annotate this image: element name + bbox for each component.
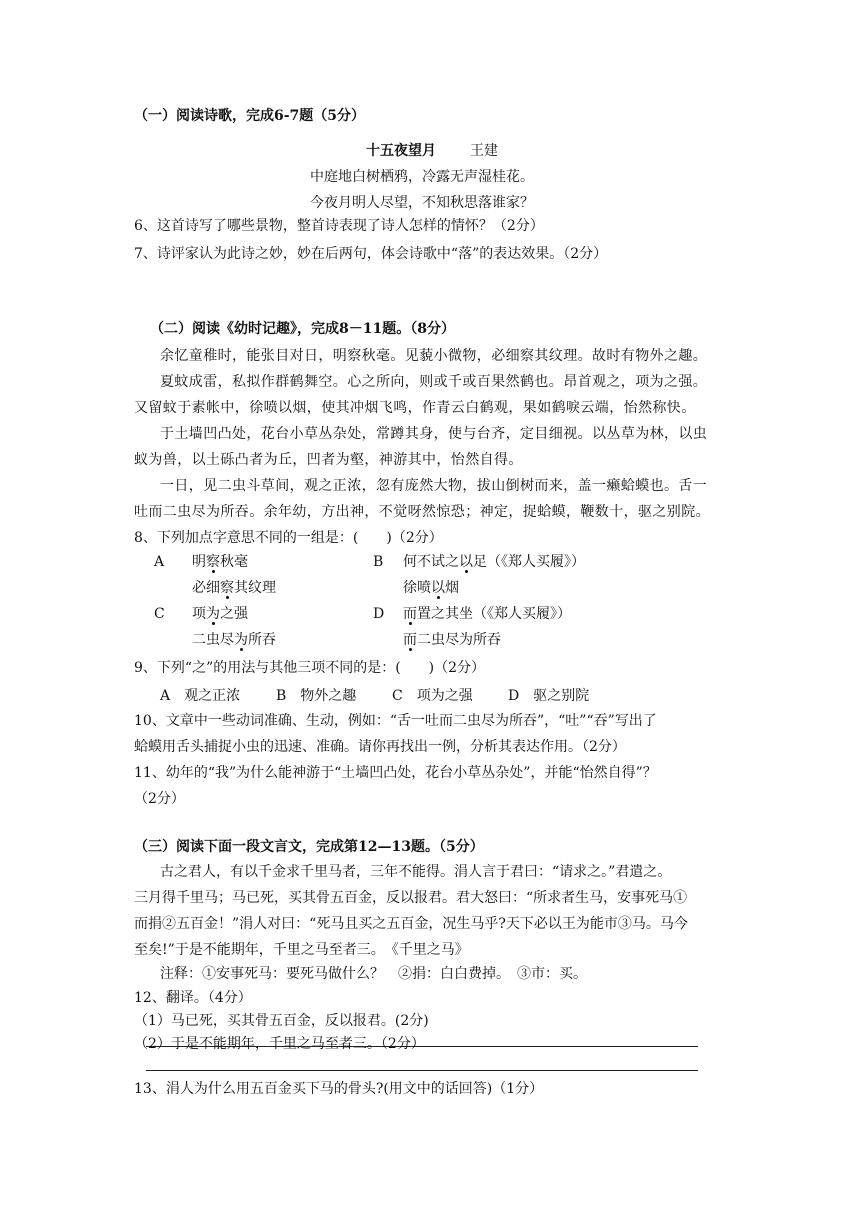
section-heading-3: （三）阅读下面一段文言文，完成第12—13题。（5分）	[134, 839, 484, 855]
question-7: 7、诗评家认为此诗之妙，妙在后两句，体会诗歌中“落”的表达效果。（2分）	[134, 246, 608, 262]
passage-paragraph-2a: 夏蚊成雷，私拟作群鹤舞空。心之所向，则或千或百果然鹤也。昂首观之，项为之强。	[160, 374, 708, 390]
section-heading-1: （一）阅读诗歌，完成6-7题（5分）	[134, 108, 366, 124]
classical-text-line-2: 三月得千里马；马已死，买其骨五百金，反以报君。君大怒曰：“所求者生马，安事死马①	[134, 890, 688, 906]
question-13: 13、涓人为什么用五百金买下马的骨头?(用文中的话回答)（1分）	[134, 1081, 544, 1097]
passage-paragraph-4b: 吐而二虫尽为所吞。余年幼，方出神，不觉呀然惊恐；神定，捉蛤蟆，鞭数十，驱之别院。	[134, 504, 710, 520]
answer-line-2	[146, 1070, 698, 1071]
q8-option-b-letter: B	[373, 554, 384, 570]
q8-option-c-letter: C	[154, 606, 165, 622]
question-11-line-1: 11、幼年的“我”为什么能神游于“土墙凹凸处，花台小草丛杂处”，并能“怡然自得”？	[134, 765, 657, 781]
question-10-line-2: 蛤蟆用舌头捕捉小虫的迅速、准确。请你再找出一例，分析其表达作用。（2分）	[134, 739, 626, 755]
q9-option-d: D 驱之别院	[508, 688, 590, 704]
question-12-part-1: （1）马已死，买其骨五百金，反以报君。(2分)	[134, 1013, 429, 1029]
q8-option-a-line-1: 明察秋毫	[192, 554, 248, 570]
passage-paragraph-4a: 一日，见二虫斗草间，观之正浓，忽有庞然大物，拔山倒树而来，盖一癞蛤蟆也。舌一	[160, 478, 708, 494]
q9-option-a: A 观之正浓	[160, 688, 241, 704]
passage-paragraph-3a: 于土墙凹凸处，花台小草丛杂处，常蹲其身，使与台齐，定目细视。以丛草为林，以虫	[160, 426, 708, 442]
question-8: 8、下列加点字意思不同的一组是：( )（2分）	[134, 530, 443, 546]
question-6: 6、这首诗写了哪些景物，整首诗表现了诗人怎样的情怀？（2分）	[134, 218, 544, 234]
passage-paragraph-3b: 蚁为兽，以土砾凸者为丘，凹者为壑，神游其中，怡然自得。	[134, 452, 523, 468]
poem-author: 王建	[470, 143, 498, 159]
passage-paragraph-2b: 又留蚊于素帐中，徐喷以烟，使其冲烟飞鸣，作青云白鹤观，果如鹤唳云端，怡然称快。	[134, 400, 696, 416]
q8-option-a-line-2: 必细察其纹理	[192, 580, 276, 596]
classical-text-line-3: 而捐②五百金！”涓人对曰：“死马且买之五百金，况生马乎?天下必以王为能市③马。马今	[134, 916, 688, 932]
q9-option-b: B 物外之趣	[276, 688, 357, 704]
section-heading-2: （二）阅读《幼时记趣》，完成8－11题。（8分）	[150, 321, 455, 337]
question-11-line-2: （2分）	[134, 791, 185, 807]
classical-text-line-1: 古之君人，有以千金求千里马者，三年不能得。涓人言于君曰：“请求之。”君遣之。	[160, 864, 672, 880]
question-12-part-2: （2）于是不能期年，千里之马至者三。（2分）	[134, 1036, 425, 1052]
poem-title: 十五夜望月	[366, 143, 436, 159]
question-9: 9、下列“之”的用法与其他三项不同的是：( )（2分）	[134, 660, 486, 676]
q8-option-d-letter: D	[373, 606, 385, 622]
q8-option-b-line-1: 何不试之以足（《郑人买履》）	[403, 554, 585, 570]
q8-option-c-line-1: 项为之强	[192, 606, 248, 622]
q8-option-d-line-1: 而置之其坐（《郑人买履》）	[403, 606, 571, 622]
poem-line-1: 中庭地白树栖鸦，冷露无声湿桂花。	[310, 169, 534, 185]
classical-text-line-4: 至矣!”于是不能期年，千里之马至者三。 《千里之马》	[134, 942, 469, 958]
q8-option-d-line-2: 而二虫尽为所吞	[403, 632, 501, 648]
poem-line-2: 今夜月明人尽望，不知秋思落谁家？	[310, 195, 534, 211]
q8-option-c-line-2: 二虫尽为所吞	[192, 632, 276, 648]
question-12: 12、翻译。（4分）	[134, 990, 252, 1006]
q9-option-c: C 项为之强	[392, 688, 473, 704]
q8-option-a-letter: A	[154, 554, 165, 570]
passage-paragraph-1: 余忆童稚时，能张目对日，明察秋毫。见藐小微物，必细察其纹理。故时有物外之趣。	[160, 348, 708, 364]
question-10-line-1: 10、文章中一些动词准确、生动，例如：“舌一吐而二虫尽为所吞”，“吐”“吞”写出了	[134, 713, 657, 729]
annotation-note: 注释：①安事死马：要死马做什么？ ②捐：白白费掉。 ③市：买。	[160, 966, 587, 982]
q8-option-b-line-2: 徐喷以烟	[403, 580, 459, 596]
